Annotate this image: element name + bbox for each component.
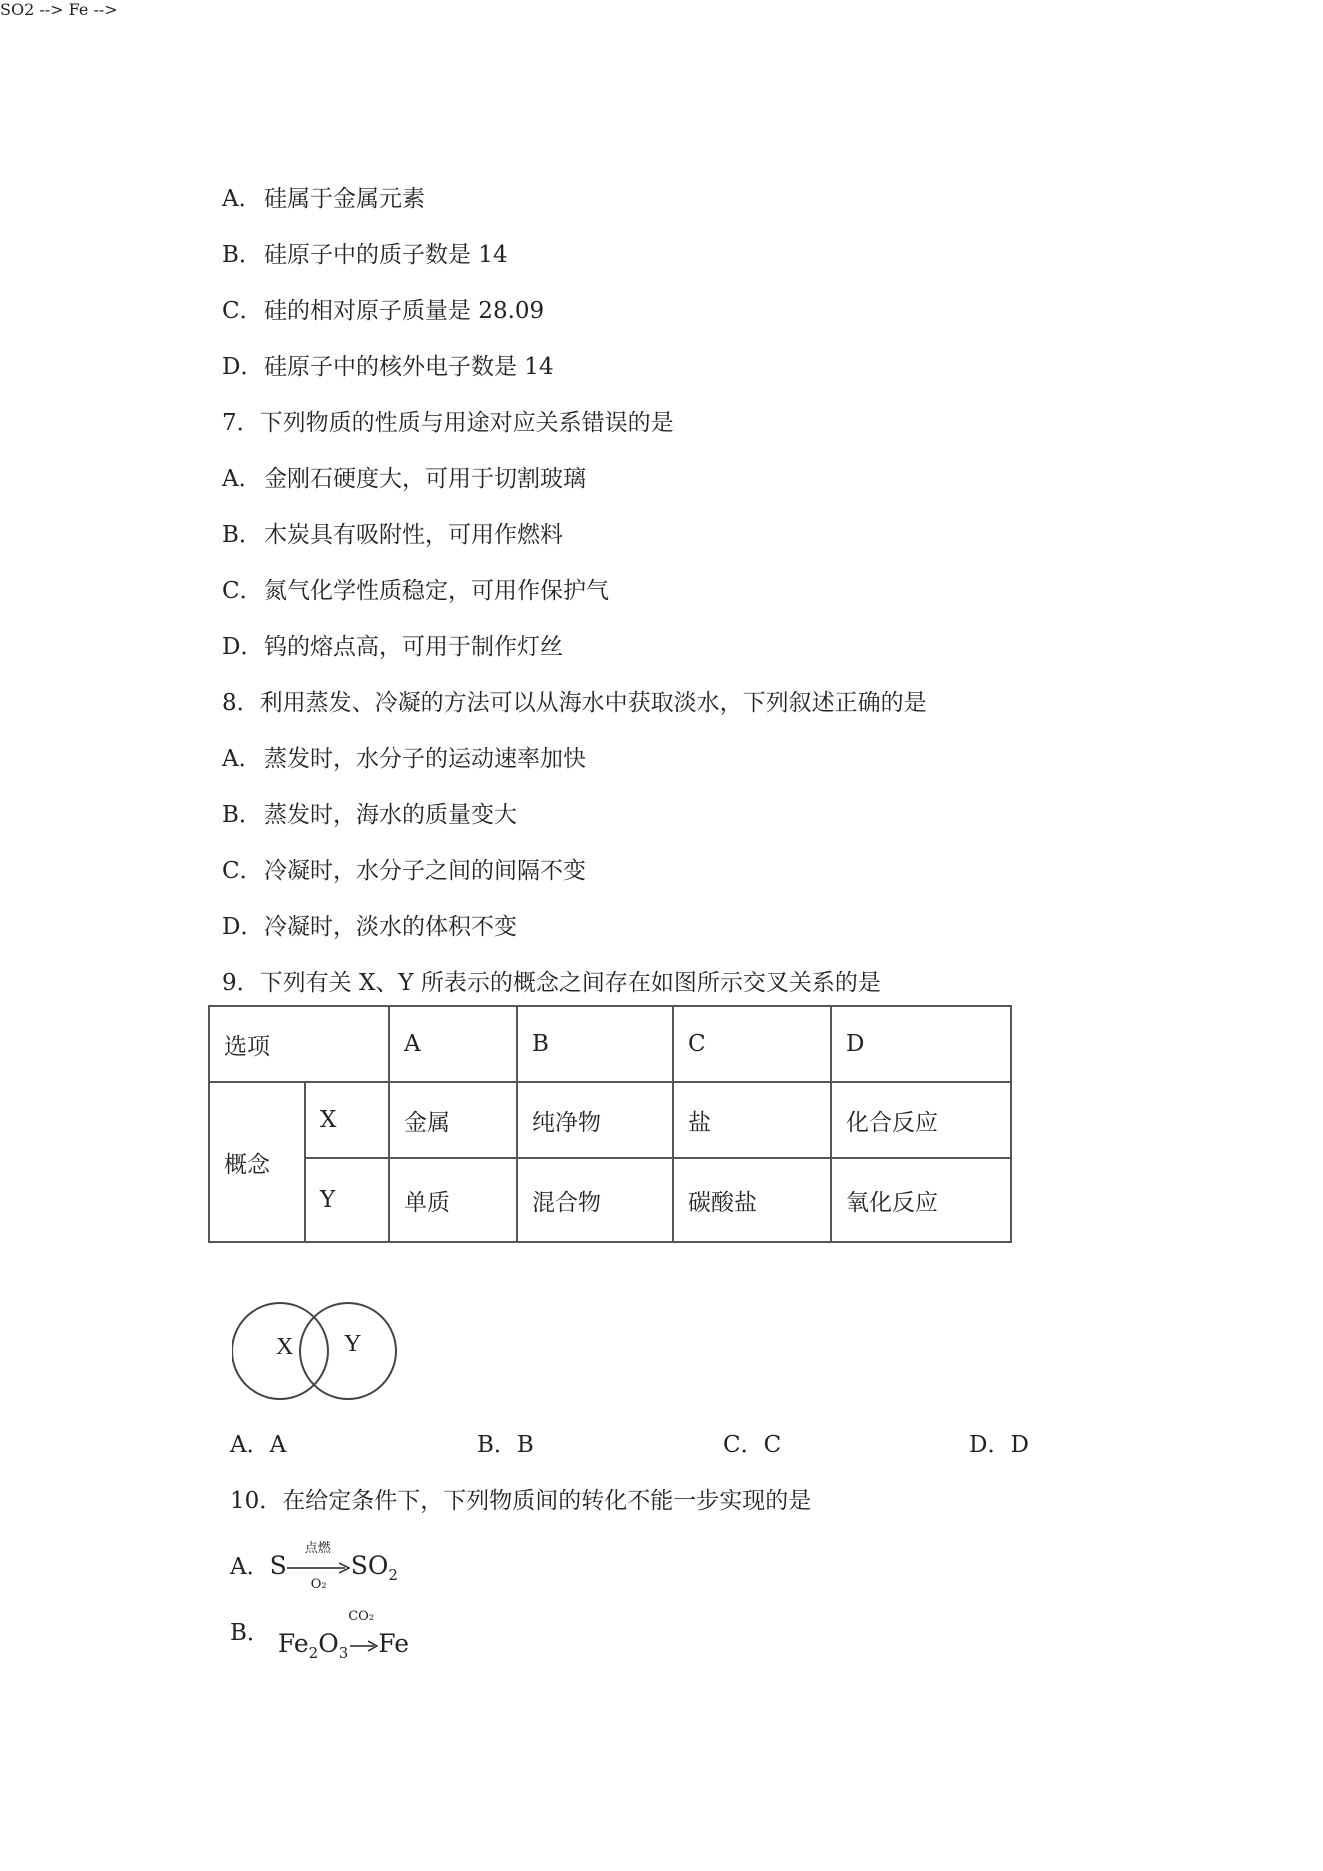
table-cell: 化合反应 [831, 1082, 1011, 1158]
option-text: 氮气化学性质稳定，可用作保护气 [264, 578, 609, 604]
question-number: 7． [222, 410, 260, 436]
q6-option-c [222, 296, 544, 326]
question-text: 利用蒸发、冷凝的方法可以从海水中获取淡水，下列叙述正确的是 [259, 690, 927, 716]
table-row [209, 1158, 1011, 1242]
q8-option-b [222, 800, 517, 830]
question-number: 10． [230, 1488, 283, 1514]
condition-below: O₂ [310, 1576, 327, 1592]
option-label: A． [222, 746, 262, 772]
question-number: 9． [222, 970, 260, 996]
table-cell: 碳酸盐 [673, 1158, 831, 1242]
table-cell: 纯净物 [517, 1082, 673, 1158]
venn-diagram [232, 1296, 402, 1406]
option-text: 冷凝时，水分子之间的间隔不变 [264, 858, 586, 884]
table-cell: 单质 [389, 1158, 517, 1242]
concept-table [208, 1005, 1012, 1243]
option-label: C． [222, 578, 263, 604]
q7-option-c [222, 576, 609, 606]
question-text: 下列物质的性质与用途对应关系错误的是 [259, 410, 674, 436]
option-label: B． [230, 1620, 270, 1646]
option-text: 硅原子中的质子数是 14 [264, 242, 508, 268]
table-cell: 盐 [673, 1082, 831, 1158]
reaction-arrow [348, 1608, 378, 1661]
condition-above: CO₂ [348, 1608, 375, 1624]
table-cell: 金属 [389, 1082, 517, 1158]
question-text: 在给定条件下，下列物质间的转化不能一步实现的是 [282, 1488, 812, 1514]
q8-option-d [222, 912, 517, 942]
option-text: 硅原子中的核外电子数是 14 [264, 354, 554, 380]
table-header-row [209, 1006, 1011, 1082]
q10-option-b [230, 1608, 410, 1662]
option-label: A． [222, 186, 262, 212]
reaction-arrow [287, 1540, 351, 1592]
q6-option-a [222, 184, 425, 214]
product-subscript: 2 [388, 1566, 398, 1584]
q6-option-d [222, 352, 554, 382]
arrow-icon [287, 1562, 351, 1574]
option-text: 蒸发时，海水的质量变大 [264, 802, 517, 828]
venn-label-y: Y [344, 1331, 362, 1357]
q10-option-a [230, 1540, 398, 1592]
table-group-label: 概念 [209, 1082, 305, 1242]
document-page: A． 硅属于金属元素 B．硅原子中的质子数是 14 C．硅的相对原子质量是 28.09 D．硅原子中的核外电子数是 14 7．下列物质的性质与用途对应关系错误的是 A． 金刚石硬度大，可用于切割玻璃 B．木炭具有吸附性，可用作燃料 C．氮气化学性质稳定，可用作保护气 D．钨的熔点高，可用于制作灯丝 8．利用蒸发、冷凝的方法可以从海水中获取淡水，下列叙述正确的是 A． 蒸发时，水分子的运动速率加快 B．蒸发时，海水的质量变大 C．冷凝时，水分子之间的间隔不变 D．冷凝时，淡水的体积不变 9．下列有关 X、Y 所表示的概念之间存在如图所示交叉关系的是 选项 A B C D 概念 X 金属 纯净物 盐 化合反应 Y 单质 混合物 碳酸盐 氧化反应 X Y A．A B．B C．C D．D 10．在给定条件下，下列物质间的转化不能一步实现的是 SO2 --> A．S 点燃 O₂ $SO_2$ Fe --> B． $Fe_2O_3$ CO₂ Fe [0, 0, 1029, 1662]
option-label: C． [222, 858, 263, 884]
table-header-label: 选项 [209, 1006, 389, 1082]
option-text: 木炭具有吸附性，可用作燃料 [264, 522, 563, 548]
option-text: 硅属于金属元素 [264, 186, 425, 212]
q7-option-b [222, 520, 563, 550]
product: Fe [378, 1629, 410, 1658]
q9-stem [222, 968, 881, 998]
option-label: B． [222, 242, 262, 268]
option-label: A． [230, 1554, 270, 1580]
venn-label-x: X [276, 1334, 294, 1360]
option-text: 蒸发时，水分子的运动速率加快 [264, 746, 586, 772]
q10-stem [230, 1486, 811, 1516]
option-text: 硅的相对原子质量是 28.09 [264, 298, 545, 324]
option-label: D． [222, 914, 264, 940]
table-row-key: X [305, 1082, 389, 1158]
option-label: C． [222, 298, 263, 324]
table-cell: 混合物 [517, 1158, 673, 1242]
q9-choice-d: D．D [969, 1432, 1029, 1458]
table-column-header: A [389, 1006, 517, 1082]
q7-stem [222, 408, 674, 438]
q8-stem [222, 688, 927, 718]
option-label: A． [222, 466, 262, 492]
table-cell: 氧化反应 [831, 1158, 1011, 1242]
q8-option-c [222, 856, 586, 886]
option-text: 冷凝时，淡水的体积不变 [264, 914, 517, 940]
product-base: SO [350, 1551, 389, 1580]
q9-choice-c: C．C [723, 1432, 782, 1458]
q8-option-a [222, 744, 586, 774]
table-row-key: Y [305, 1158, 389, 1242]
table-column-header: D [831, 1006, 1011, 1082]
q7-option-d [222, 632, 563, 662]
reactant: S [269, 1551, 287, 1580]
question-text: 下列有关 X、Y 所表示的概念之间存在如图所示交叉关系的是 [259, 970, 881, 996]
option-label: B． [222, 802, 262, 828]
option-text: 钨的熔点高，可用于制作灯丝 [264, 634, 563, 660]
option-label: D． [222, 634, 264, 660]
option-label: D． [222, 354, 264, 380]
arrow-icon [350, 1640, 378, 1652]
option-label: B． [222, 522, 262, 548]
table-column-header: B [517, 1006, 673, 1082]
option-text: 金刚石硬度大，可用于切割玻璃 [264, 466, 586, 492]
q6-option-b [222, 240, 508, 270]
q9-choice-b: B．B [477, 1432, 534, 1458]
table-column-header: C [673, 1006, 831, 1082]
q9-choice-a: A．A [230, 1432, 287, 1458]
q7-option-a [222, 464, 586, 494]
table-row [209, 1082, 1011, 1158]
question-number: 8． [222, 690, 260, 716]
condition-above: 点燃 [304, 1540, 331, 1556]
reactant-formula: $Fe_2O_3$ [277, 1629, 349, 1662]
